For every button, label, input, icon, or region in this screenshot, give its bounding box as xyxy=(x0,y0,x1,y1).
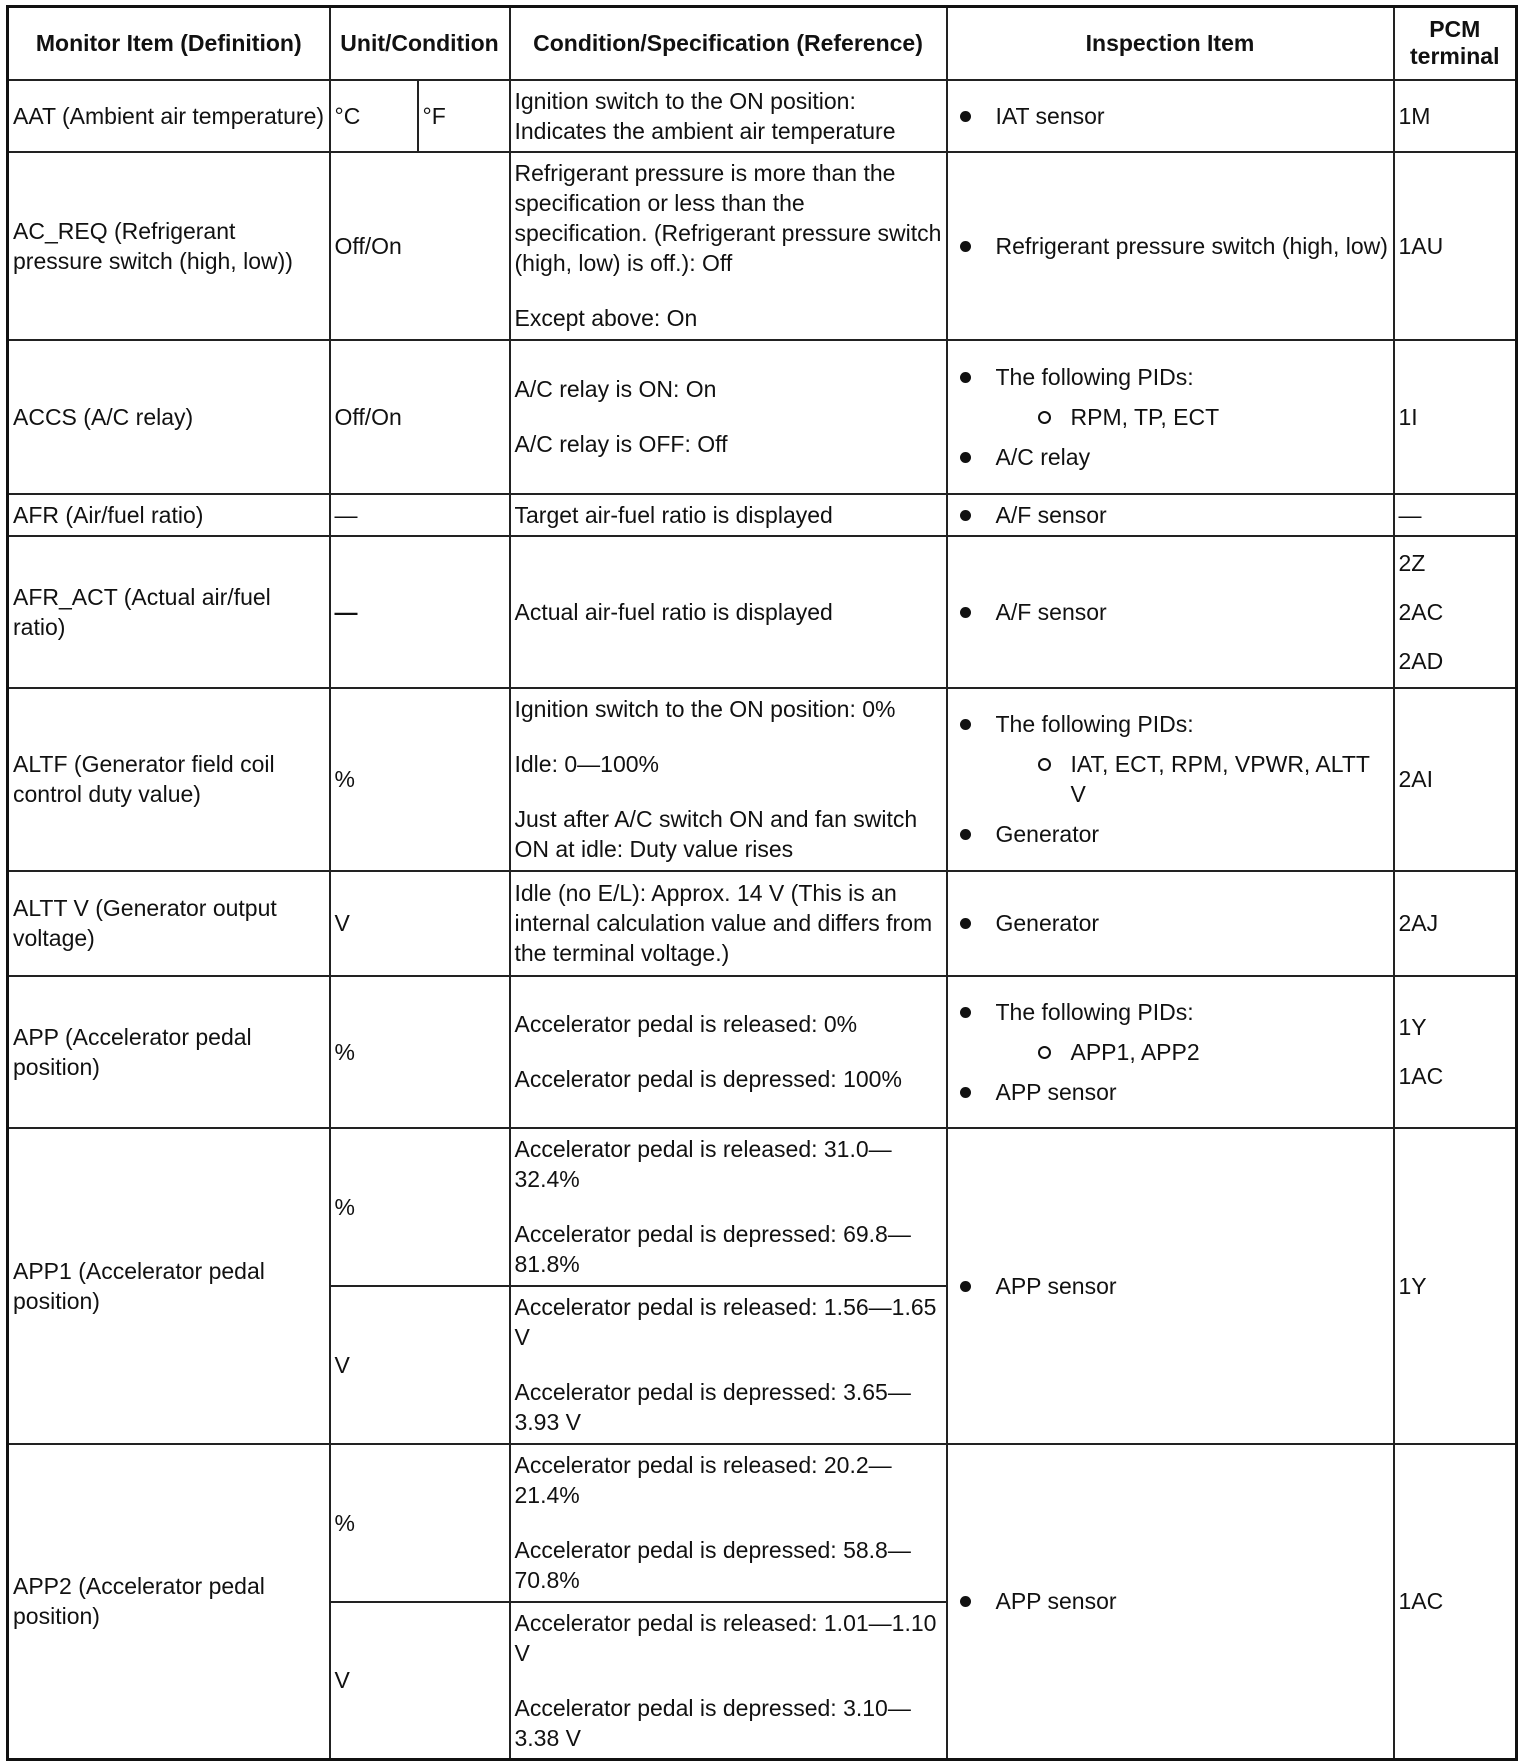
condition-line: Refrigerant pressure is more than the specification or less than the specification. (Refrigerant pressure switch (high, low) is off.): Off xyxy=(514,160,942,276)
inspection-cell xyxy=(947,80,1394,152)
condition-cell xyxy=(510,871,947,976)
condition-line: Accelerator pedal is depressed: 58.8—70.8% xyxy=(514,1537,911,1593)
unit-cell: V xyxy=(330,871,510,976)
inspection-cell xyxy=(947,976,1394,1128)
inspection-bullet xyxy=(996,709,1389,809)
condition-cell xyxy=(510,1128,947,1286)
pcm-value: 2Z xyxy=(1398,549,1426,576)
header-unit: Unit/Condition xyxy=(330,7,510,80)
unit-cell: % xyxy=(330,1128,510,1286)
inspection-bullet: Generator xyxy=(996,908,1389,938)
pcm-terminal xyxy=(1394,976,1517,1128)
condition-line: A/C relay is OFF: Off xyxy=(514,431,728,457)
inspection-text: The following PIDs: xyxy=(995,998,1194,1025)
inspection-cell xyxy=(947,1128,1394,1444)
table-row-aat xyxy=(8,80,1517,152)
monitor-item: AFR_ACT (Actual air/fuel ratio) xyxy=(8,536,330,688)
inspection-text: The following PIDs: xyxy=(995,711,1194,737)
pid-monitor-table xyxy=(6,5,1518,1761)
inspection-bullet: A/F sensor xyxy=(996,500,1389,530)
condition-cell xyxy=(510,1602,947,1760)
monitor-item: AC_REQ (Refrigerant pressure switch (high, low)) xyxy=(8,152,330,340)
unit-cell: V xyxy=(330,1602,510,1760)
inspection-bullet: Refrigerant pressure switch (high, low) xyxy=(995,232,1388,259)
monitor-item: AFR (Air/fuel ratio) xyxy=(8,494,330,536)
pcm-terminal: — xyxy=(1394,494,1517,536)
header-inspection: Inspection Item xyxy=(947,7,1394,80)
inspection-bullet: APP sensor xyxy=(996,1586,1389,1616)
pcm-value: 1AC xyxy=(1398,1063,1444,1089)
condition-cell xyxy=(510,152,947,340)
pcm-terminal: 1M xyxy=(1394,80,1517,152)
monitor-item: APP1 (Accelerator pedal position) xyxy=(8,1128,330,1444)
unit-cell: — xyxy=(330,536,510,688)
header-pcm xyxy=(1394,7,1517,80)
inspection-cell xyxy=(947,536,1394,688)
unit-cell: % xyxy=(330,688,510,871)
table-row-ac-req xyxy=(8,152,1517,340)
inspection-sub-bullet: RPM, TP, ECT xyxy=(1071,402,1389,432)
monitor-item: ACCS (A/C relay) xyxy=(8,340,330,494)
pcm-terminal: 2AJ xyxy=(1394,871,1517,976)
condition-line: Ignition switch to the ON position: Indicates the ambient air temperature xyxy=(514,87,896,144)
pcm-terminal: 1Y xyxy=(1394,1128,1517,1444)
condition-line: Actual air-fuel ratio is displayed xyxy=(514,598,833,625)
table-row-accs xyxy=(8,340,1517,494)
header-monitor: Monitor Item (Definition) xyxy=(8,7,330,80)
condition-line: Accelerator pedal is depressed: 3.10—3.38 V xyxy=(514,1694,911,1751)
condition-cell xyxy=(510,1444,947,1602)
table-row-app2 xyxy=(8,1444,1517,1602)
table-row-altf xyxy=(8,688,1517,871)
monitor-item: APP (Accelerator pedal position) xyxy=(8,976,330,1128)
pcm-terminal: 1I xyxy=(1394,340,1517,494)
pcm-terminal xyxy=(1394,536,1517,688)
inspection-bullet: IAT sensor xyxy=(996,101,1389,131)
pcm-value: 2AD xyxy=(1398,647,1444,674)
table-row-app xyxy=(8,976,1517,1128)
inspection-bullet: A/C relay xyxy=(996,442,1389,472)
monitor-item: AAT (Ambient air temperature) xyxy=(8,80,330,152)
condition-cell xyxy=(510,688,947,871)
condition-line: Accelerator pedal is depressed: 100% xyxy=(514,1066,902,1092)
inspection-bullet: A/F sensor xyxy=(996,597,1389,627)
condition-line: A/C relay is ON: On xyxy=(514,376,717,402)
condition-line: Just after A/C switch ON and fan switch ON at idle: Duty value rises xyxy=(514,806,918,862)
unit-cell: °F xyxy=(418,80,510,152)
condition-cell xyxy=(510,976,947,1128)
pcm-terminal: 2AI xyxy=(1394,688,1517,871)
inspection-cell xyxy=(947,340,1394,494)
condition-line: Accelerator pedal is released: 0% xyxy=(514,1011,858,1037)
inspection-cell xyxy=(947,494,1394,536)
condition-line: Idle (no E/L): Approx. 14 V (This is an internal calculation value and differs from the terminal voltage.) xyxy=(514,880,933,966)
table-row-afr xyxy=(8,494,1517,536)
condition-line: Except above: On xyxy=(514,305,698,331)
condition-line: Accelerator pedal is released: 1.56—1.65 V xyxy=(514,1294,937,1350)
inspection-text: The following PIDs: xyxy=(995,363,1194,390)
header-pcm-line1: PCM xyxy=(1429,16,1481,43)
inspection-sub-bullet: IAT, ECT, RPM, VPWR, ALTT V xyxy=(1071,749,1389,809)
inspection-cell xyxy=(947,1444,1394,1760)
condition-line: Accelerator pedal is depressed: 3.65—3.93 V xyxy=(514,1379,911,1435)
unit-cell: Off/On xyxy=(330,152,510,340)
inspection-cell xyxy=(947,152,1394,340)
inspection-bullet: APP sensor xyxy=(996,1271,1389,1301)
inspection-cell xyxy=(947,688,1394,871)
pcm-value: 1Y xyxy=(1398,1014,1427,1040)
condition-cell xyxy=(510,80,947,152)
table-row-afr-act xyxy=(8,536,1517,688)
header-pcm-line2: terminal xyxy=(1410,43,1500,70)
inspection-sub-bullet: APP1, APP2 xyxy=(1071,1037,1389,1067)
header-condition: Condition/Specification (Reference) xyxy=(510,7,947,80)
pcm-terminal: 1AC xyxy=(1394,1444,1517,1760)
inspection-cell xyxy=(947,871,1394,976)
condition-line: Accelerator pedal is released: 1.01—1.10 V xyxy=(514,1609,937,1666)
condition-cell xyxy=(510,1286,947,1444)
condition-line: Accelerator pedal is depressed: 69.8—81.8% xyxy=(514,1221,911,1277)
monitor-item: APP2 (Accelerator pedal position) xyxy=(8,1444,330,1760)
condition-line: Target air-fuel ratio is displayed xyxy=(514,501,833,528)
unit-cell: % xyxy=(330,1444,510,1602)
pcm-terminal: 1AU xyxy=(1394,152,1517,340)
inspection-bullet: APP sensor xyxy=(996,1077,1389,1107)
pcm-value: 2AC xyxy=(1398,598,1444,625)
condition-cell xyxy=(510,536,947,688)
unit-cell: Off/On xyxy=(330,340,510,494)
table-row-altt-v xyxy=(8,871,1517,976)
unit-cell: % xyxy=(330,976,510,1128)
unit-cell: °C xyxy=(330,80,418,152)
inspection-bullet xyxy=(996,997,1389,1067)
header-row xyxy=(8,7,1517,80)
monitor-item: ALTT V (Generator output voltage) xyxy=(8,871,330,976)
monitor-item: ALTF (Generator field coil control duty value) xyxy=(8,688,330,871)
condition-line: Ignition switch to the ON position: 0% xyxy=(514,696,896,722)
monitor-table-container xyxy=(6,5,1515,1753)
unit-cell: V xyxy=(330,1286,510,1444)
condition-line: Accelerator pedal is released: 31.0—32.4% xyxy=(514,1136,892,1192)
inspection-bullet: Generator xyxy=(996,819,1389,849)
inspection-bullet xyxy=(996,362,1389,432)
condition-cell xyxy=(510,494,947,536)
table-row-app1 xyxy=(8,1128,1517,1286)
unit-cell: — xyxy=(330,494,510,536)
condition-line: Idle: 0—100% xyxy=(514,751,659,777)
condition-cell xyxy=(510,340,947,494)
condition-line: Accelerator pedal is released: 20.2—21.4% xyxy=(514,1452,892,1508)
